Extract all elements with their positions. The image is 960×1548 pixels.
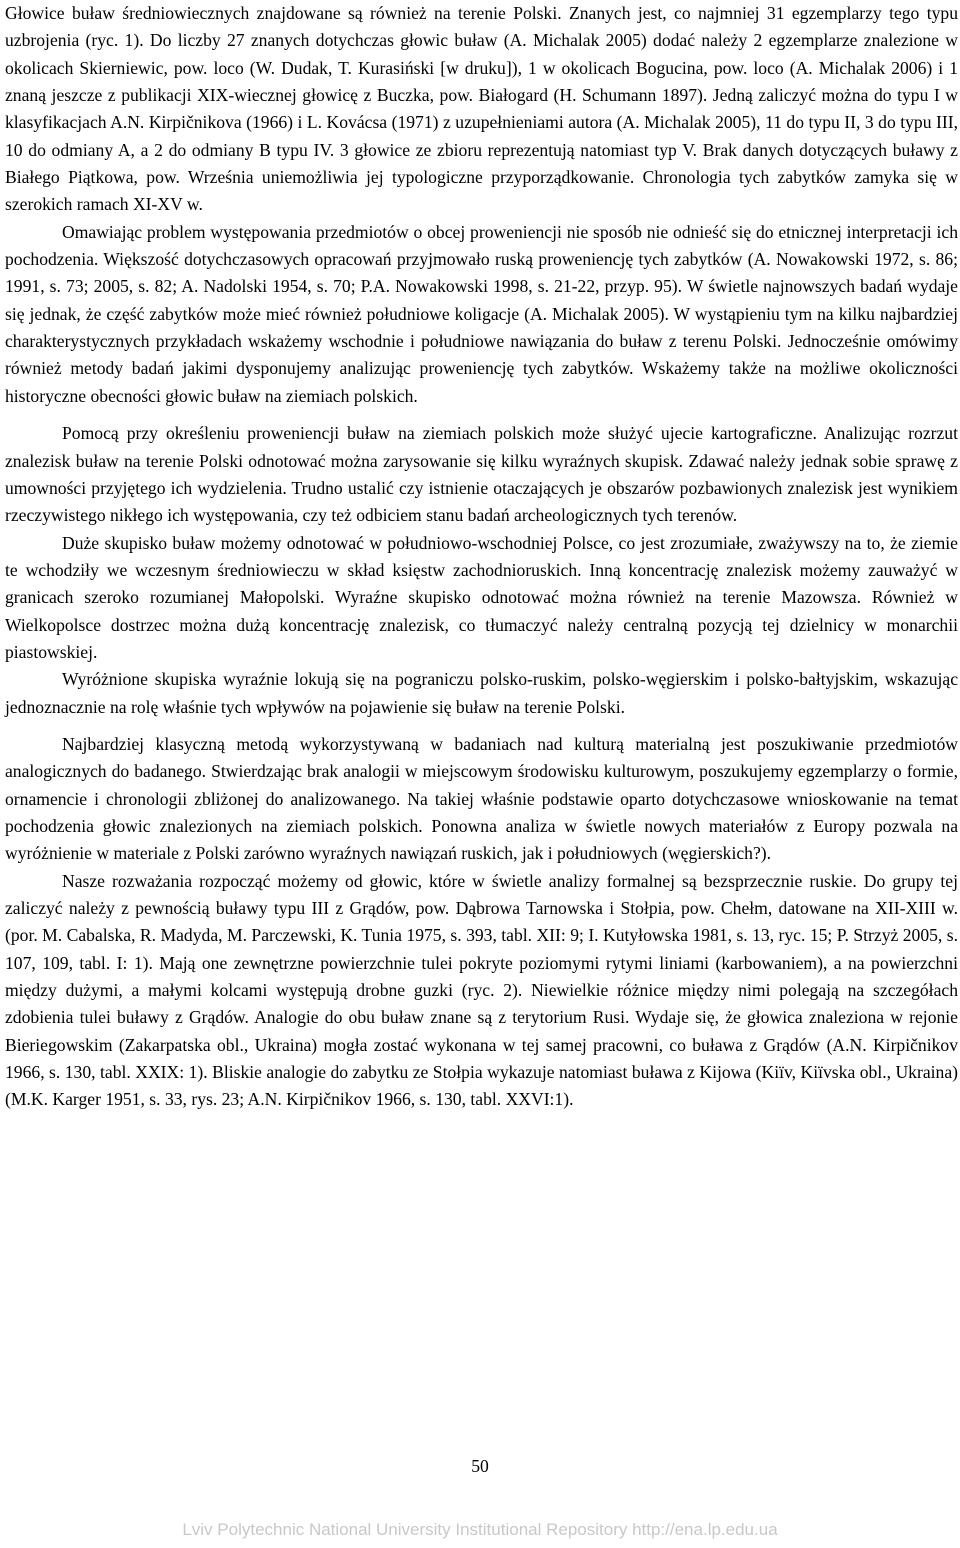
paragraph-4: Duże skupisko buław możemy odnotować w południowo-wschodniej Polsce, co jest zrozumiałe, zważywszy na to, że ziemie te wchodziły we wczesnym średniowieczu w skład księstw zachodnioruskich. Inną koncentrację znalezisk możemy zauważyć w granicach szeroko rozumianej Małopolski. Wyraźne skupisko odnotować można również na terenie Mazowsza. Również w Wielkopolsce dostrzec można dużą koncentrację znalezisk, co tłumaczyć należy centralną pozycją tej dzielnicy w monarchii piastowskiej. <box>5 532 958 662</box>
paragraph-gap <box>5 721 958 731</box>
paragraph-7: Nasze rozważania rozpocząć możemy od głowic, które w świetle analizy formalnej są bezsprzecznie ruskie. Do grupy tej zaliczyć należy z pewnością buławy typu III z Grądów, pow. Dąbrowa Tarnowska i Stołpia, pow. Chełm, datowane na XII-XIII w. (por. M. Cabalska, R. Madyda, M. Parczewski, K. Tunia 1975, s. 393, tabl. XII: 9; I. Kutyłowska 1981, s. 13, ryc. 15; P. Strzyż 2005, s. 107, 109, tabl. I: 1). Mają one zewnętrzne powierzchnie tulei pokryte poziomymi rytymi liniami (karbowaniem), a na powierzchni między dużymi, a małymi kolcami występują drobne guzki (ryc. 2). Niewielkie różnice między nimi polegają na szczegółach zdobienia tulei buławy z Grądów. Analogie do obu buław znane są z terytorium Rusi. Wydaje się, że głowica znaleziona w rejonie Bieriegowskim (Zakarpatska obl., Ukraina) mogła zostać wykonana w tej samej pracowni, co buława z Grądów (A.N. Kirpičnikov 1966, s. 130, tabl. XXIX: 1). Bliskie analogie do zabytku ze Stołpia wykazuje natomiast buława z Kijowa (Kiïv, Kiïvska obl., Ukraina) (M.K. Karger 1951, s. 33, rys. 23; A.N. Kirpičnikov 1966, s. 130, tabl. XXVI:1). <box>5 870 958 1110</box>
paragraph-3: Pomocą przy określeniu proweniencji buław na ziemiach polskich może służyć ujecie kartograficzne. Analizując rozrzut znalezisk buław na terenie Polski odnotować można zarysowanie się kilku wyraźnych skupisk. Zdawać należy jednak sobie sprawę z umowności przyjętego ich wydzielenia. Trudno ustalić czy istnienie otaczających je obszarów pozbawionych znalezisk jest wynikiem rzeczywistego nikłego ich występowania, czy też odbiciem stanu badań archeologicznych tych terenów. <box>5 423 958 526</box>
paragraph-1: Głowice buław średniowiecznych znajdowane są również na terenie Polski. Znanych jest, co najmniej 31 egzemplarzy tego typu uzbrojenia (ryc. 1). Do liczby 27 znanych dotychczas głowic buław (A. Michalak 2005) dodać należy 2 egzemplarze znalezione w okolicach Skierniewic, pow. loco (W. Dudak, T. Kurasiński [w druku]), 1 w okolicach Bogucina, pow. loco (A. Michalak 2006) i 1 znaną jeszcze z publikacji XIX-wiecznej głowicę z Buczka, pow. Białogard (H. Schumann 1897). Jedną zaliczyć można do typu I w klasyfikacjach A.N. Kirpičnikova (1966) i L. Kovácsa (1971) z uzupełnieniami autora (A. Michalak 2005), 11 do typu II, 3 do typu III, 10 do odmiany A, a 2 do odmiany B typu IV. 3 głowice ze zbioru reprezentują natomiast typ V. Brak danych dotyczących buławy z Białego Piątkowa, pow. Września uniemożliwia jej typologiczne przyporządkowanie. Chronologia tych zabytków zamyka się w szerokich ramach XI-XV w. <box>5 3 958 215</box>
paragraph-6: Najbardziej klasyczną metodą wykorzystywaną w badaniach nad kulturą materialną jest poszukiwanie przedmiotów analogicznych do badanego. Stwierdzając brak analogii w miejscowym środowisku kulturowym, poszukujemy egzemplarzy o formie, ornamencie i chronologii zbliżonej do analizowanego. Na takiej właśnie podstawie oparto dotychczasowe wnioskowanie na temat pochodzenia głowic znalezionych na ziemiach polskich. Ponowna analiza w świetle nowych materiałów z Europy pozwala na wyróżnienie w materiale z Polski zarówno wyraźnych nawiązań ruskich, jak i południowych (węgierskich?). <box>5 733 958 864</box>
paragraph-2: Omawiając problem występowania przedmiotów o obcej proweniencji nie sposób nie odnieść się do etnicznej interpretacji ich pochodzenia. Większość dotychczasowych opracowań przyjmowało ruską proweniencję tych zabytków (A. Nowakowski 1972, s. 86; 1991, s. 73; 2005, s. 82; A. Nadolski 1954, s. 70; P.A. Nowakowski 1998, s. 21-22, przyp. 95). W świetle najnowszych badań wydaje się jednak, że część zabytków może mieć również południowe koligacje (A. Michalak 2005). W wystąpieniu tym na kilku najbardziej charakterystycznych przykładach wskażemy wschodnie i południowe nawiązania do buław z terenu Polski. Jednocześnie omówimy również metody badań jakimi dysponujemy analizując proweniencję tych zabytków. Wskażemy także na możliwe okoliczności historyczne obecności głowic buław na ziemiach polskich. <box>5 221 958 406</box>
paragraph-5: Wyróżnione skupiska wyraźnie lokują się na pograniczu polsko-ruskim, polsko-węgierskim i polsko-bałtyjskim, wskazując jednoznacznie na rolę właśnie tych wpływów na pojawienie się buław na terenie Polski. <box>5 669 958 717</box>
document-page <box>5 0 958 1114</box>
paragraph-gap <box>5 410 958 420</box>
page-number: 50 <box>471 1456 489 1476</box>
repository-footer: Lviv Polytechnic National University Institutional Repository http://ena.lp.edu.ua <box>182 1520 778 1539</box>
